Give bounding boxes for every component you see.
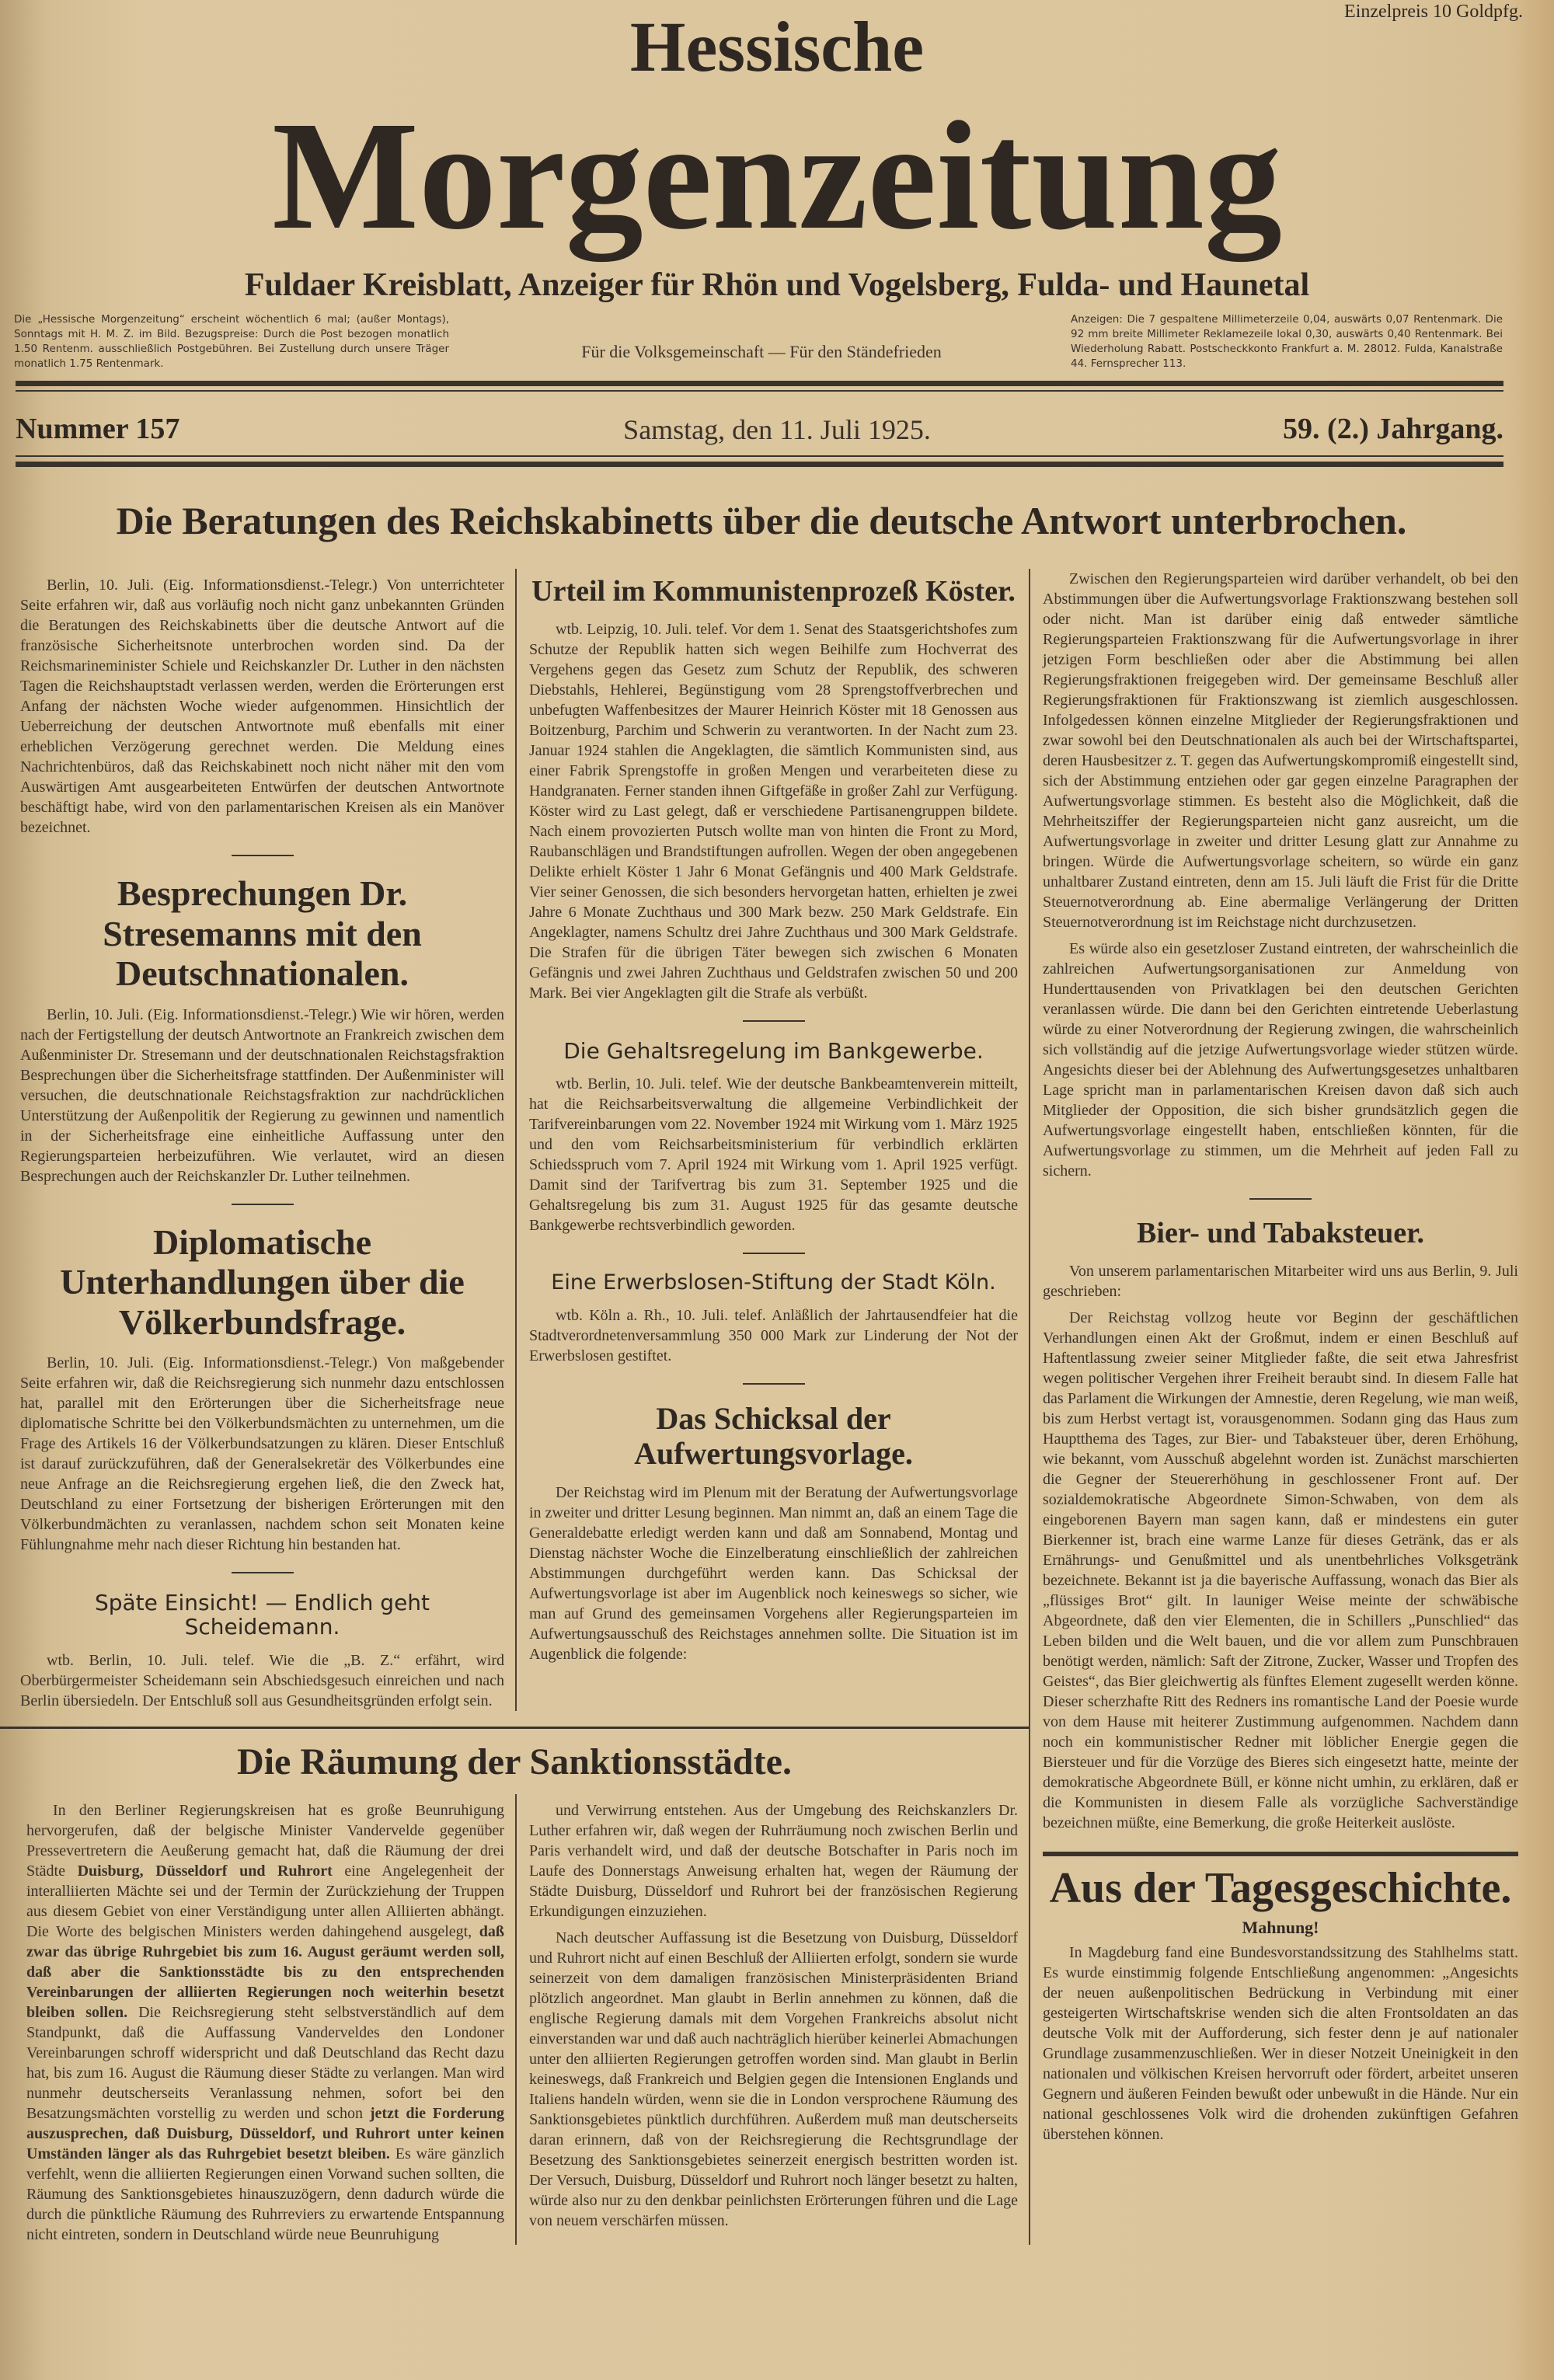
subscription-info: Die „Hessische Morgenzeitung“ erscheint wöchentlich 6 mal; (außer Montags), Sonntags mit H. M. Z. im Bild. Bezugspreise: Durch die Post bezogen monatlich 1.50 Rentenm. ausschließlich Postgebühren. Bei Zustellung durch unsere Träger monatlich 1.75 Rentenmark. — [14, 313, 449, 370]
issue-date: Samstag, den 11. Juli 1925. — [623, 414, 931, 445]
issue-volume-text: 59. (2.) Jahrgang. — [1283, 413, 1503, 445]
separator — [743, 1253, 805, 1254]
paragraph — [1043, 1308, 1518, 1833]
paragraph — [529, 1074, 1018, 1235]
headline-text: Späte Einsicht! — Endlich geht Scheidemann. — [94, 1590, 430, 1640]
separator — [743, 1383, 805, 1385]
article-raeumung-body-col1 — [0, 1794, 517, 2245]
separator — [232, 1572, 294, 1573]
paragraph — [529, 1800, 1018, 1922]
text: wtb. Berlin, 10. Juli. telef. Wie die „B. Z.“ erfährt, wird Oberbürgermeister Scheidemann sein Abschiedsgesuch einreichen und nach Berlin übersiedeln. Der Entschluß soll aus Gesundheitsgründen erfolgt sein. — [20, 1651, 504, 1709]
text: wtb. Leipzig, 10. Juli. telef. Vor dem 1. Senat des Staatsgerichtshofes zum Schutze der Republik hatten sich wegen Beihilfe zum Hochverrat des Vergehens gegen das Gesetz zum Schutz der Republik, des schweren Diebstahls, Hehlerei, Begünstigung vom 28 Sprengstoffverbrechen und unbefugten Waffenbesitzes der Maurer Heinrich Köster mit 18 Genossen aus Boitzenburg, Parchim und Schwerin zu verantworten. In der Nacht zum 23. Januar 1924 stahlen die Angeklagten, die sämtlich Kommunisten sind, aus einer Fabrik Sprengstoffe in großen Mengen und verarbeiteten diese zu Handgranaten. Ferner standen ihnen Giftgefäße in großer Zahl zur Verfügung. Köster wird zu Last gelegt, daß er verschiedene Partisanengruppen bildete. Nach einem provozierten Putsch wollte man von hinten die Front zu Mord, Raubanschlägen und Brandstiftungen aufrollen. Wegen der oben angegebenen Delikte erhielt Köster 1 Jahr 6 Monat Gefängnis und 400 Mark Geldstrafe. Vier seiner Genossen, die sich besonders hervorgetan hatten, erhielten je zwei Jahre 6 Monate Zuchthaus und 300 Mark bezw. 250 Mark Geldstrafe. Ein Angeklagter, namens Schultz drei Jahre Zuchthaus und 300 Mark Geldstrafe. Die Strafen für die übrigen Täter bewegen sich zwischen 6 Monaten Gefängnis und zwei Jahren Zuchthaus und Geldstrafen zwischen 50 und 200 Mark. Bei vier Angeklagten gilt die Strafe als verbüßt. — [529, 620, 1018, 1002]
text: wtb. Berlin, 10. Juli. telef. Wie der deutsche Bankbeamtenverein mitteilt, hat die Reichsarbeitsverwaltung die allgemeine Verbindlichkeit der Tarifvereinbarungen vom 22. November 1924 mit Wirkung vom 1. März 1925 und den vom Reichsarbeitsministerium für verbindlich erklärten Schiedsspruch vom 7. April 1924 mit Wirkung vom 1. April 1925 verfügt. Damit sind der Tarifvertrag bis zum 31. September 1925 und die Gehaltsregelung bis zum 31. August 1925 für das gesamte deutsche Bankgewerbe rechtsverbindlich geworden. — [529, 1075, 1018, 1234]
headline-text: Bier- und Tabaksteuer. — [1137, 1217, 1424, 1249]
section-rule — [0, 1727, 1029, 1729]
bold-text: Duisburg, Düsseldorf und Ruhrort — [77, 1862, 333, 1880]
price-corner: Einzelpreis 10 Goldpfg. — [1344, 2, 1523, 22]
headline-text: Das Schicksal der Aufwertungsvorlage. — [634, 1401, 913, 1471]
masthead-rule — [16, 381, 1503, 386]
text: Es würde also ein gesetzloser Zustand eintreten, der wahrscheinlich die zahlreichen Aufwertungsorganisationen zur Anmeldung von Hunderttausenden von Privatklagen bei den deutschen Gerichten veranlassen würde. Die dann bei den Gerichten eintretende Ueberlastung würde zu einer Notverordnung der Regierung zwingen, die wahrscheinlich sich vollständig auf die jetzige Aufwertungsvorlage wieder stützen würde. Angesichts dieser bei der Ablehnung des Aufwertungsgesetzes unhaltbaren Lage spricht man in parlamentarischen Kreisen davon daß sich auch Mitglieder der Opposition, die sich bisher grundsätzlich gegen die Aufwertungsvorlage eingestellt haben, entschließen könnten, für die Aufwertungsvorlage zu stimmen, um die Mehrheit auf jeden Fall zu sichern. — [1043, 940, 1518, 1180]
masthead-title-top: Hessische — [629, 7, 925, 86]
text: und Verwirrung entstehen. Aus der Umgebung des Reichskanzlers Dr. Luther erfahren wir, daß wegen der Ruhrräumung noch zwischen Berlin und Paris verhandelt wird, und daß der deutsche Botschafter in Paris noch im Laufe des Donnerstags Anweisung erhalten hat, wegen der Räumung der Städte Duisburg, Düsseldorf und Ruhrort bei der französischen Regierung Erkundigungen einzuziehen. — [529, 1801, 1018, 1920]
paragraph — [529, 1483, 1018, 1664]
masthead-title: Morgenzeitung — [272, 90, 1282, 262]
paragraph — [20, 1650, 504, 1711]
separator — [232, 855, 294, 856]
dateline-rule — [16, 462, 1503, 467]
column-right — [1029, 569, 1554, 2245]
article-tagesgeschichte-subhead: Mahnung! — [1242, 1918, 1319, 1938]
bold-text: daß zwar das übrige Ruhrgebiet bis zum 16. August geräumt werden soll, daß aber die Sanktionsstädte bis zu den entsprechenden Vereinbarungen der alliierten Regierungen noch weiterhin besetzt bleiben sollen. — [26, 1922, 504, 2021]
article-raeumung-body-col2 — [517, 1794, 1029, 2245]
headline-text: Die Räumung der Sanktionsstädte. — [237, 1741, 792, 1782]
separator — [232, 1204, 294, 1205]
bold-text: jetzt die Forderung auszusprechen, daß Duisburg, Düsseldorf, und Ruhrort unter keinen Umständen länger als das Ruhrgebiet besetzt bleiben. — [26, 2104, 504, 2162]
separator — [1249, 1198, 1312, 1200]
headline-text: Die Gehaltsregelung im Bankgewerbe. — [563, 1037, 984, 1064]
paragraph — [529, 1305, 1018, 1366]
text: Nach deutscher Auffassung ist die Besetzung von Duisburg, Düsseldorf und Ruhrort nicht auf einen Beschluß der Alliierten erfolgt, sondern sie wurde seinerzeit von dem damaligen französischen Ministerpräsidenten Briand plötzlich angeordnet. Man glaubt in Berlin annehmen zu können, daß die englische Regierung damals mit dem Vorgehen Frankreichs absolut nicht einverstanden war und daß auch nachträglich hierüber keinerlei Abmachungen unter den alliierten Regierungen getroffen worden sind. Man glaubt in Berlin keineswegs, daß Frankreich und Belgien gegen die Intensionen Englands und Italiens handeln würden, wenn sie die in London versprochene Räumung des Sanktionsgebietes pünktlich durchführen. Außerdem muß man deutscherseits daran erinnern, daß von der Reichsregierung die Rechtsgrundlage der Besetzung des Sanktionsgebietes seinerzeit energisch bestritten worden ist. Der Versuch, Duisburg, Düsseldorf und Ruhrort noch länger besetzt zu halten, würde also nur zu den denkbar peinlichsten Erörterungen führen und die Lage von neuem verschärfen müssen. — [529, 1929, 1018, 2229]
dateline-rule-thin — [16, 455, 1503, 457]
paragraph — [1043, 569, 1518, 932]
article-tagesgeschichte-headline — [1043, 1864, 1518, 1913]
text: Der Reichstag vollzog heute vor Beginn der geschäftlichen Verhandlungen einen Akt der Großmut, indem er einen Beschluß auf Haftentlassung zweier seiner Mitglieder faßte, die seit etwa Jahresfrist wegen politischer Vergehen ihrer Freiheit beraubt sind. In diesem Falle hat das Parlament die Wirkungen der Amnestie, deren Regelung, wie man weiß, bis zum Herbst vertagt ist, vorausgenommen. Sodann ging das Haus zum Hauptthema des Tages, zur Bier- und Tabaksteuer über, deren Erhöhung, wie bekannt, vom Ausschuß abgelehnt worden ist. Zunächst marschierten die Gegner der Steuererhöhung in geschlossener Front auf. Der sozialdemokratische Abgeordnete Simon-Schwaben, von dem als eingeborenen Bayern man sagen kann, daß er mindestens ein guter Bierkenner ist, brach eine warme Lanze für dieses Getränk, das er als Ernährungs- und Genußmittel und als unentbehrliches Volksgetränk bezeichnete. Bekannt ist ja die bayerische Auffassung, wonach das Bier als „flüssiges Brot“ gilt. In launiger Weise meinte der schwäbische Abgeordnete, daß den vier Elementen, die in Schillers „Punschlied“ das Leben bilden und die Welt bauen, und die vor allem zum Punschbrauen benötigt werden, nämlich: Saft der Zitrone, Zucker, Wasser und Tropfen des Geistes“, das Bier gleichwertig als fünftes Element zugesellt werden könne. Dieser scherzhafte Ritt des Redners ins romantische Land der Poesie wurde von dem Hause mit heiterer Zustimmung aufgenommen. Nachdem dann noch ein kommunistischer Redner mit löblicher Energie gegen die Biersteuer und für die Vorzüge des Bieres sich eingesetzt hatte, meinte der demokratische Abgeordnete Büll, er könne nicht umhin, zu erklären, daß er die Kommunisten in diesem Falle als vorzügliche Sachverständige bezeichnen müßte, eine Bemerkung, die große Heiterkeit auslöste. — [1043, 1308, 1518, 1831]
headline-text: Eine Erwerbslosen-Stiftung der Stadt Köln. — [551, 1270, 996, 1295]
text: Es wäre gänzlich verfehlt, wenn die alliierten Regierungen einen Vorwand suchen sollten, die Räumung des Sanktionsgebietes hinauszuzögern, denn dadurch würde die durch die pünktliche Räumung des Ruhrreviers zu erwartende Entspannung nicht eintreten, sondern in Deutschland würde neue Beunruhigung — [26, 2145, 504, 2243]
column-middle — [517, 569, 1029, 1711]
article-koester-body — [529, 619, 1018, 1003]
issue-number-text: Nummer 157 — [16, 413, 180, 445]
article-gehalt-headline — [529, 1039, 1018, 1063]
main-headline: Die Beratungen des Reichskabinetts über die deutsche Antwort unterbrochen. — [116, 499, 1407, 542]
article-koeln-headline — [529, 1271, 1018, 1295]
article-schicksal-continued — [1043, 569, 1518, 1181]
article-raeumung-text-col2 — [529, 1800, 1018, 2231]
text: Die Reichsregierung steht selbstverständlich auf dem Standpunkt, daß die Auffassung Vanderveldes den Londoner Vereinbarungen schroff widerspricht und daß Deutschland das Recht dazu hat, bis zum 16. August die Räumung dieser Städte zu verlangen. Man wird nunmehr deutscherseits Veranlassung nehmen, sofort bei den Besatzungsmächten vorstellig zu werden und schon — [26, 2003, 504, 2122]
issue-volume — [1283, 412, 1503, 446]
text: wtb. Köln a. Rh., 10. Juli. telef. Anläßlich der Jahrtausendfeier hat die Stadtverordnetenversammlung 350 000 Mark zur Linderung der Not der Erwerbslosen gestiftet. — [529, 1307, 1018, 1365]
issue-number — [16, 412, 179, 446]
lower-columns — [0, 1794, 1029, 2245]
article-koeln-body — [529, 1305, 1018, 1366]
article-koester-headline — [529, 575, 1018, 608]
article-raeumung-text-col1 — [26, 1800, 504, 2245]
article-tagesgeschichte-body — [1043, 1943, 1518, 2145]
paragraph — [1043, 1261, 1518, 1302]
article-stresemann-headline — [20, 873, 504, 994]
article-schicksal-body — [529, 1483, 1018, 1664]
masthead-subtitle: Fuldaer Kreisblatt, Anzeiger für Rhön und Vogelsberg, Fulda- und Haunetal — [244, 267, 1310, 303]
article-raeumung-headline — [0, 1741, 1029, 1783]
article-gehalt-body — [529, 1074, 1018, 1235]
paragraph — [20, 575, 504, 838]
article-voelkerbund-body — [20, 1353, 504, 1555]
text: Von unserem parlamentarischen Mitarbeiter wird uns aus Berlin, 9. Juli geschrieben: — [1043, 1262, 1518, 1300]
masthead-rule-thin — [16, 390, 1503, 392]
article-biersteuer-body — [1043, 1261, 1518, 1833]
article-scheidemann-headline — [20, 1591, 504, 1640]
separator — [743, 1020, 805, 1022]
paragraph — [1043, 939, 1518, 1181]
paragraph — [20, 1353, 504, 1555]
paragraph — [20, 1005, 504, 1187]
article-voelkerbund-headline — [20, 1222, 504, 1343]
text: Berlin, 10. Juli. (Eig. Informationsdienst.-Telegr.) Wie wir hören, werden nach der Fertigstellung der deutsch Antwortnote an Frankreich zwischen dem Außenminister Dr. Stresemann und der deutschnationalen Reichstagsfraktion Besprechungen über die Sicherheitsfrage stattfinden. Der Außenminister will versuchen, die deutschnationale Reichstagsfraktion zur nachdrücklichen Unterstützung der Außenpolitik der Regierung zu gewinnen und namentlich in der Sicherheitsfrage eine einheitliche Auffassung unter den Regierungsparteien herbeizuführen. Wie verlautet, wird an diesen Besprechungen auch der Reichskanzler Dr. Luther teilnehmen. — [20, 1005, 504, 1185]
paragraph — [26, 1800, 504, 2245]
headline-text: Aus der Tagesgeschichte. — [1049, 1863, 1512, 1912]
text: eine Angelegenheit der interalliierten Mächte sei und der Termin der Zurückziehung der Truppen aus diesem Gebiet von einer Verständigung unter allen Alliierten abhängt. Die Worte des belgischen Ministers werden dahingehend ausgelegt, — [26, 1862, 504, 1940]
masthead-slogan: Für die Volksgemeinschaft — Für den Ständefrieden — [581, 342, 942, 361]
advertising-info: Anzeigen: Die 7 gespaltene Millimeterzeile 0,04, auswärts 0,07 Rentenmark. Die 92 mm breite Millimeter Reklamezeile lokal 0,30, auswärts 0,40 Rentenmark. Bei Wiederholung Rabatt. Postscheckkonto Frankfurt a. M. 28012. Fulda, Kanalstraße 44. Fernsprecher 113. — [1071, 313, 1503, 370]
body-columns — [0, 569, 1554, 2245]
article-kabinett-body — [20, 575, 504, 838]
upper-columns — [0, 569, 1029, 1711]
text: Der Reichstag wird im Plenum mit der Beratung der Aufwertungsvorlage in zweiter und dritter Lesung beginnen. Man nimmt an, daß an einem Tage die Generaldebatte erledigt werden kann und daß am Sonnabend, Montag und Dienstag nächster Woche die Einzelberatung einschließlich der zahlreichen Abstimmungen durchgeführt werden kann. Das Schicksal der Aufwertungsvorlage ist aber im Augenblick noch keineswegs so sicher, wie man auf Grund des gemeinsamen Vorgehens aller Regierungsparteien im Aufwertungsausschuß des Reichstages annehmen sollte. Die Situation ist im Augenblick die folgende: — [529, 1483, 1018, 1663]
column-left — [0, 569, 517, 1711]
text: Wer in dieser Notzeit Uneinigkeit in den nationalen und völkischen Kreisen hervorruft oder fördert, arbeitet unseren Gegnern und äußeren Feinden bewußt oder unbewußt in die Hände. Nur ein national geschlossenes Volk wird die drohenden zukünftigen Gefahren überstehen können. — [1043, 2044, 1518, 2143]
article-stresemann-body — [20, 1005, 504, 1187]
paragraph — [529, 1928, 1018, 2231]
headline-text: Urteil im Kommunistenprozeß Köster. — [531, 575, 1016, 608]
article-scheidemann-body — [20, 1650, 504, 1711]
article-biersteuer-headline — [1043, 1217, 1518, 1250]
section-rule — [1043, 1852, 1518, 1856]
text: Berlin, 10. Juli. (Eig. Informationsdienst.-Telegr.) Von maßgebender Seite erfahren wir, daß die Reichsregierung sich nunmehr dazu entschlossen hat, parallel mit den Erörterungen über die Sicherheitsfrage neue diplomatische Schritte bei den Völkerbundsmächten zu unternehmen, um die Frage des Artikels 16 der Völkerbundsatzungen zu klären. Dieser Entschluß ist darauf zurückzuführen, daß der Generalsekretär des Völkerbundes eine neue Anfrage an die Reichsregierung ergehen ließ, die den Zweck hat, Deutschland zu einer Fortsetzung der bisherigen Erörterungen mit den Völkerbundmächten zu veranlassen, nachdem schon seit Monaten keine Fühlungnahme mehr nach dieser Richtung hin bestanden hat. — [20, 1354, 504, 1554]
paragraph — [529, 619, 1018, 1003]
headline-text: Diplomatische Unterhandlungen über die Völkerbundsfrage. — [60, 1221, 465, 1342]
paragraph — [1043, 1943, 1518, 2145]
text: In Magdeburg fand eine Bundesvorstandssitzung des Stahlhelms statt. Es wurde einstimmig folgende Entschließung angenommen: „Angesichts der neuen außenpolitischen Bedrückung in Verbindung mit einer gesteigerten Wirtschaftskrise wenden sich die alten Frontsoldaten an das deutsche Volk mit der Aufforderung, sich fester denn je auf nationaler Grundlage zusammenzuschließen. — [1043, 1943, 1518, 2062]
text: Zwischen den Regierungsparteien wird darüber verhandelt, ob bei den Abstimmungen über die Aufwertungsvorlage Fraktionszwang bestehen soll oder nicht. Man ist darüber einig daß entweder sämtliche Regierungsparteien Fraktionszwang für die Aufwertungsvorlage in ihrer jetzigen Form beschließen oder aber die Abstimmung bei allen Regierungsfraktionen freigegeben wird. Der gemeinsame Beschluß aller Regierungsfraktionen für Fraktionszwang ist ziemlich ausgeschlossen. Infolgedessen können einzelne Mitglieder der Regierungsfraktionen und zwar sowohl bei den Deutschnationalen als auch bei der Wirtschaftspartei, deren Hausbesitzer z. T. gegen das Aufwertungskompromiß eingestellt sind, sich der Abstimmung entziehen oder gar gegen einzelne Paragraphen der Aufwertungsvorlage stimmen. Es besteht also die Möglichkeit, daß die Mehrheitsziffer der Regierungsparteien nicht ganz ausreicht, um die Aufwertungsvorlage in zweiter und dritter Lesung glatt zur Annahme zu bringen. Würde die Aufwertungsvorlage scheitern, so würde ein ganz unhaltbarer Zustand eintreten, denn am 15. Juli läuft die Frist für die Dritte Steuernotverordnung ab. Eine abermalige Verlängerung der Dritten Steuernotverordnung ist im Reichstage nicht durchzusetzen. — [1043, 570, 1518, 931]
text: In den Berliner Regierungskreisen hat es große Beunruhigung hervorgerufen, daß der belgische Minister Vandervelde gegenüber Pressevertretern die Aeußerung gemacht hat, daß die Räumung der drei Städte — [26, 1801, 504, 1880]
text: Berlin, 10. Juli. (Eig. Informationsdienst.-Telegr.) Von unterrichteter Seite erfahren wir, daß aus vorläufig noch nicht ganz unbekannten Gründen die Beratungen des Reichskabinetts über die deutsche Antwort auf die französische Sicherheitsnote unterbrochen worden sind. Da der Reichsmarineminister Schiele und Reichskanzler Dr. Luther in den nächsten Tagen die Reichshauptstadt verlassen werden, werden die Erörterungen erst Anfang der nächsten Woche wieder aufgenommen. Hinsichtlich der Ueberreichung der deutschen Antwortnote muß ebenfalls mit einer erheblichen Verzögerung gerechnet werden. Die Meldung eines Nachrichtenbüros, daß das Reichskabinett noch nicht näher mit den vom Auswärtigen Amt ausgearbeiteten Entwürfen der deutschen Antwortnote beschäftigt habe, wird von den parlamentarischen Kreisen als ein Manöver bezeichnet. — [20, 577, 504, 836]
headline-text: Besprechungen Dr. Stresemanns mit den Deutschnationalen. — [103, 873, 422, 994]
article-schicksal-headline — [529, 1402, 1018, 1472]
left-area — [0, 569, 1029, 2245]
